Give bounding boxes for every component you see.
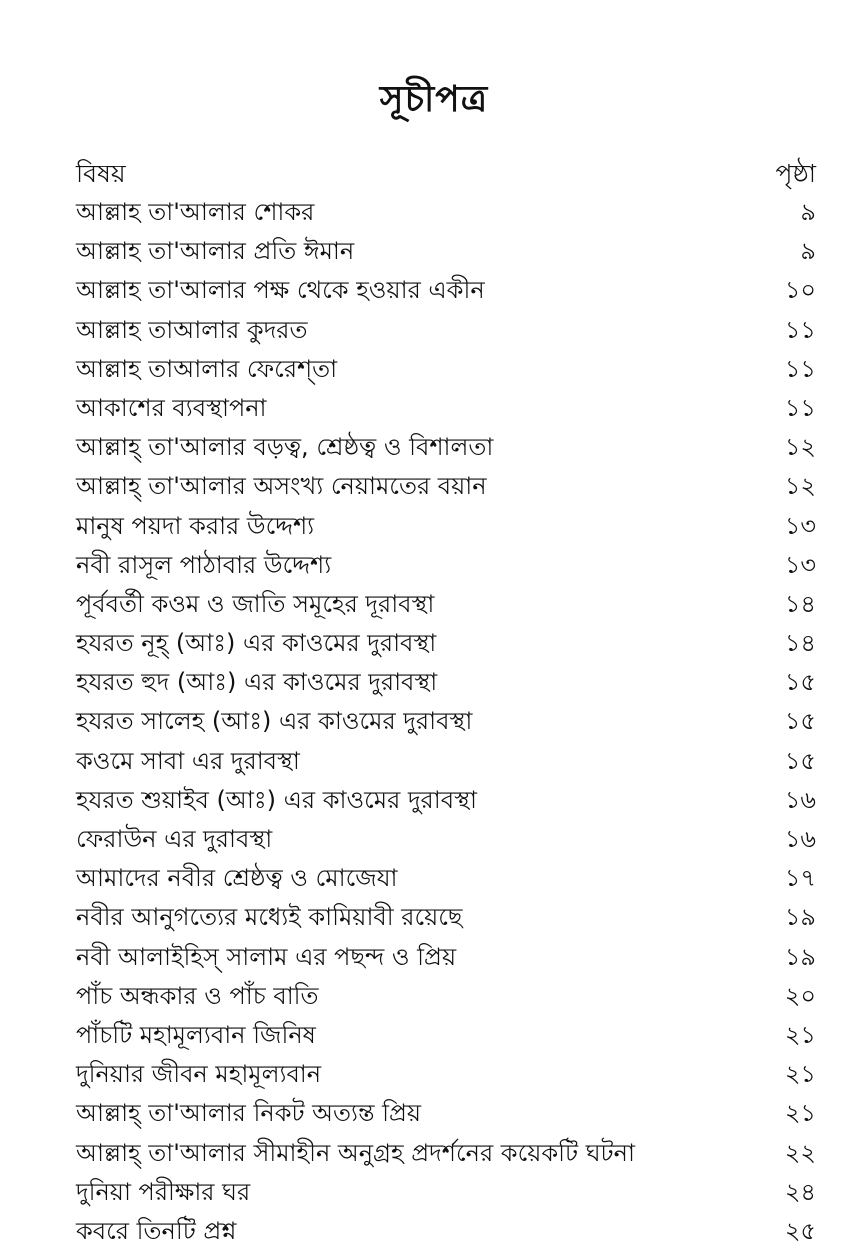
toc-entry-page: ১১: [784, 315, 816, 344]
toc-entry: [76, 782, 816, 821]
toc-entry: [76, 978, 816, 1017]
toc-entry: [76, 821, 816, 860]
toc-entry-page: ১১: [784, 354, 816, 383]
toc-entry: [76, 664, 816, 703]
toc-entry-title: আল্লাহ্‌ তা'আলার অসংখ্য নেয়ামতের বয়ান: [76, 472, 487, 501]
toc-entry-page: ১৫: [784, 668, 816, 697]
toc-entry-page: ১৬: [784, 825, 816, 853]
toc-entry: [76, 233, 816, 272]
toc-entry-page: ১২: [784, 472, 816, 501]
toc-entry: [76, 468, 816, 507]
toc-entry-title: আল্লাহ তাআলার ফেরেশ্‌তা: [76, 354, 338, 383]
toc-entry-title: নবী রাসূল পাঠাবার উদ্দেশ্য: [76, 550, 332, 579]
toc-entry: [76, 312, 816, 351]
toc-list: [76, 194, 816, 1252]
toc-entry-title: হযরত নূহ্‌ (আঃ) এর কাওমের দুরাবস্থা: [76, 629, 437, 658]
toc-entry-title: দুনিয়ার জীবন মহামূল্যবান: [76, 1060, 322, 1089]
toc-entry: [76, 625, 816, 664]
toc-entry-title: কবরে তিনটি প্রশ্ন: [76, 1216, 237, 1245]
toc-entry-page: ১৯: [784, 942, 816, 971]
toc-entry-page: ৯: [800, 198, 816, 226]
toc-entry-page: ২২: [784, 1138, 816, 1167]
toc-entry-title: নবীর আনুগত্যের মধ্যেই কামিয়াবী রয়েছে: [76, 903, 463, 932]
toc-entry: [76, 429, 816, 468]
toc-entry-title: আল্লাহ তাআলার কুদরত: [76, 315, 308, 344]
toc-entry-title: পাঁচ অন্ধকার ও পাঁচ বাতি: [76, 981, 319, 1010]
toc-entry-page: ১৩: [784, 550, 816, 579]
toc-entry: [76, 390, 816, 429]
toc-entry: [76, 899, 816, 938]
toc-entry-title: আল্লাহ তা'আলার প্রতি ঈমান: [76, 237, 355, 266]
toc-entry-title: হযরত সালেহ (আঃ) এর কাওমের দুরাবস্থা: [76, 707, 473, 736]
toc-entry-page: ২৪: [784, 1177, 816, 1206]
toc-entry-title: আল্লাহ্‌ তা'আলার বড়ত্ব, শ্রেষ্ঠত্ব ও বিশালতা: [76, 433, 494, 462]
toc-entry-title: আকাশের ব্যবস্থাপনা: [76, 393, 267, 422]
toc-entry: [76, 743, 816, 782]
toc-entry-title: পূর্ববর্তী কওম ও জাতি সমূহের দূরাবস্থা: [76, 589, 435, 618]
toc-entry: [76, 1056, 816, 1095]
toc-entry: [76, 194, 816, 233]
toc-entry-page: ১৪: [784, 589, 816, 618]
toc-entry-page: ১১: [784, 393, 816, 422]
toc-entry-title: আল্লাহ তা'আলার পক্ষ থেকে হওয়ার একীন: [76, 276, 485, 305]
toc-entry-title: কওমে সাবা এর দুরাবস্থা: [76, 746, 300, 775]
toc-entry-title: পাঁচটি মহামূল্যবান জিনিষ: [76, 1020, 316, 1049]
toc-entry: [76, 351, 816, 390]
toc-entry-page: ২০: [784, 981, 816, 1010]
toc-entry-title: দুনিয়া পরীক্ষার ঘর: [76, 1177, 251, 1206]
toc-entry-page: ২৫: [784, 1216, 816, 1245]
toc-entry-title: আল্লাহ্‌ তা'আলার সীমাহীন অনুগ্রহ প্রদর্শনের কয়েকটি ঘটনা: [76, 1138, 635, 1167]
toc-entry: [76, 1095, 816, 1134]
toc-entry: [76, 703, 816, 742]
toc-entry: [76, 1017, 816, 1056]
toc-entry: [76, 586, 816, 625]
toc-entry-page: ২১: [784, 1060, 816, 1089]
toc-entry-page: ৯: [800, 237, 816, 266]
toc-entry-title: হযরত শুয়াইব (আঃ) এর কাওমের দুরাবস্থা: [76, 785, 477, 814]
toc-entry-title: আমাদের নবীর শ্রেষ্ঠত্ব ও মোজেযা: [76, 864, 398, 893]
toc-entry-title: আল্লাহ তা'আলার শোকর: [76, 198, 315, 226]
toc-entry: [76, 939, 816, 978]
toc-entry: [76, 860, 816, 899]
toc-entry-page: ১৩: [784, 511, 816, 540]
toc-entry: [76, 1213, 816, 1252]
toc-entry-page: ২১: [784, 1099, 816, 1128]
toc-entry: [76, 1174, 816, 1213]
toc-entry-page: ১২: [784, 433, 816, 462]
subject-column-header: বিষয়: [76, 159, 126, 188]
toc-entry-page: ২১: [784, 1020, 816, 1049]
toc-entry-title: ফেরাউন এর দুরাবস্থা: [76, 825, 273, 853]
toc-entry-page: ১৫: [784, 707, 816, 736]
page-column-header: পৃষ্ঠা: [775, 159, 816, 188]
toc-entry: [76, 1135, 816, 1174]
toc-entry-title: নবী আলাইহিস্‌ সালাম এর পছন্দ ও প্রিয়: [76, 942, 457, 971]
toc-entry-page: ১৫: [784, 746, 816, 775]
toc-entry-title: হযরত হুদ (আঃ) এর কাওমের দুরাবস্থা: [76, 668, 438, 697]
toc-entry-page: ১৪: [784, 629, 816, 658]
toc-entry-page: ১৭: [784, 864, 816, 893]
toc-entry-title: আল্লাহ্‌ তা'আলার নিকট অত্যন্ত প্রিয়: [76, 1099, 422, 1128]
toc-entry-page: ১০: [784, 276, 816, 305]
page-title: সূচীপত্র: [379, 79, 489, 120]
toc-entry-page: ১৬: [784, 785, 816, 814]
toc-header: [76, 154, 816, 190]
toc-entry: [76, 508, 816, 547]
toc-entry-page: ১৯: [784, 903, 816, 932]
toc-entry: [76, 547, 816, 586]
toc-entry-title: মানুষ পয়দা করার উদ্দেশ্য: [76, 511, 315, 540]
toc-entry: [76, 272, 816, 311]
